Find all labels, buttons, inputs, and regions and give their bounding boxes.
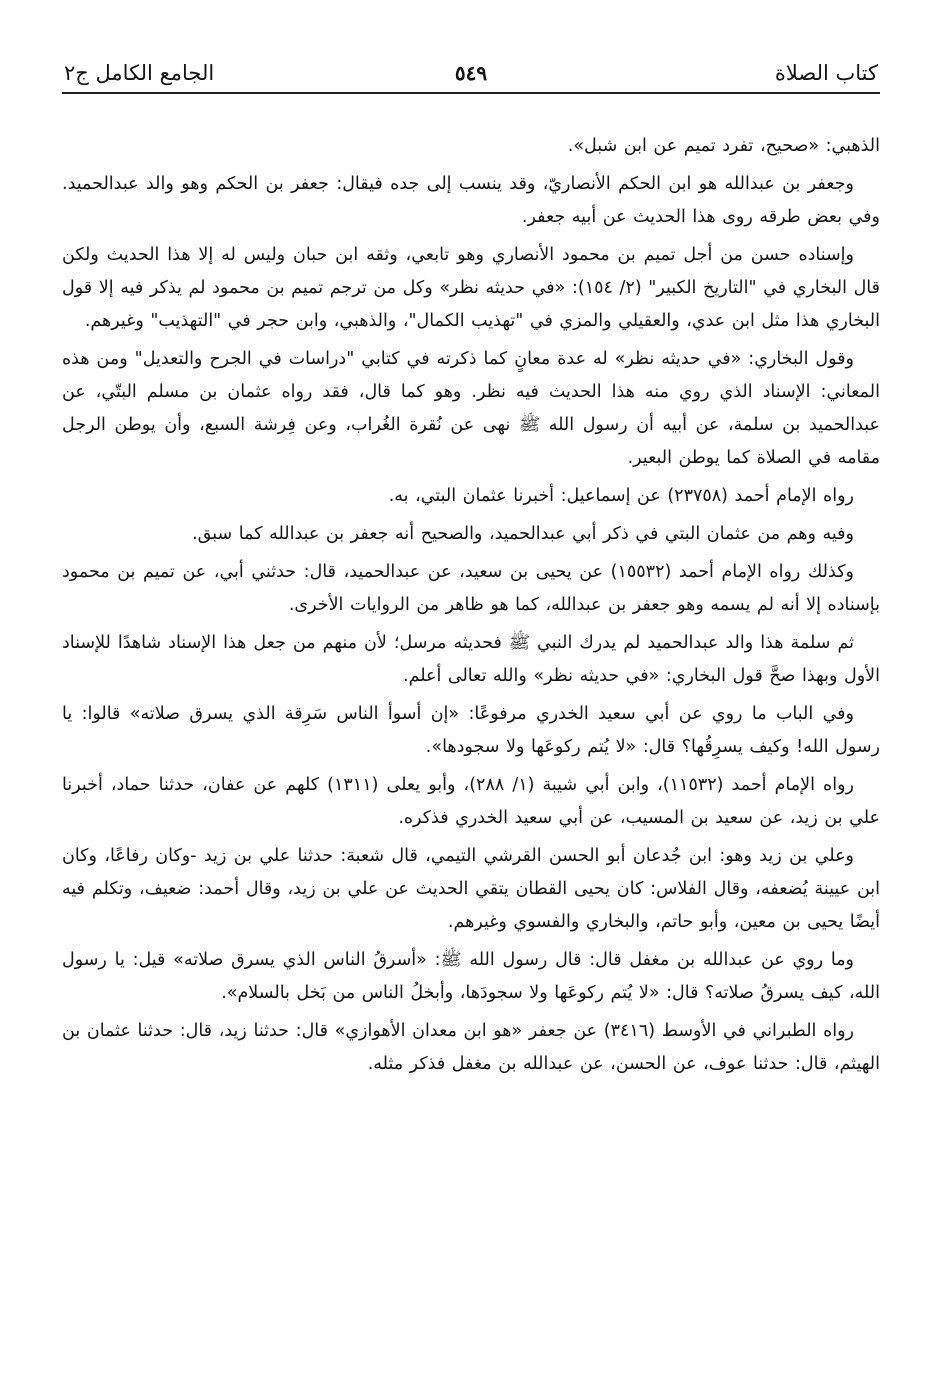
header-rule xyxy=(62,92,880,94)
paragraph: وفيه وهم من عثمان البتي في ذكر أبي عبدالحميد، والصحيح أنه جعفر بن عبدالله كما سبق. xyxy=(192,524,854,544)
book-title: الجامع الكامل ج٢ xyxy=(64,61,215,85)
paragraph: رواه الطبراني في الأوسط (٣٤١٦) عن جعفر «هو ابن معدان الأهوازي» قال: حدثنا زيد، قال: حدثنا عثمان بن الهيثم، قال: حدثنا عوف، عن الحسن، عن عبدالله بن مغفل فذكر مثله. xyxy=(62,1021,880,1074)
paragraph: وكذلك رواه الإمام أحمد (١٥٥٣٢) عن يحيى بن سعيد، عن عبدالحميد، قال: حدثني أبي، عن تميم بن محمود بإسناده إلا أنه لم يسمه وهو جعفر بن عبدالله، كما هو ظاهر من الروايات الأخرى. xyxy=(62,562,880,615)
paragraph: رواه الإمام أحمد (٢٣٧٥٨) عن إسماعيل: أخبرنا عثمان البتي، به. xyxy=(388,486,854,506)
paragraph: وقول البخاري: «في حديثه نظر» له عدة معانٍ كما ذكرته في كتابي "دراسات في الجرح والتعديل" ومن هذه المعاني: الإسناد الذي روي منه هذا الحديث فيه نظر. وهو كما قال، فقد رواه عثمان بن مسلم البتّي، عن عبدالحميد بن سلمة، عن أبيه أن رسول الله ﷺ نهى عن نُقرة الغُراب، وعن فِرشة السبع، وأن يوطن الرجل مقامه في الصلاة كما يوطن البعير. xyxy=(62,349,880,468)
paragraph: وجعفر بن عبدالله هو ابن الحكم الأنصاريّ، وقد ينسب إلى جده فيقال: جعفر بن الحكم وهو والد عبدالحميد. وفي بعض طرقه روى هذا الحديث عن أبيه جعفر. xyxy=(62,174,880,227)
running-header xyxy=(62,52,880,96)
paragraph: الذهبي: «صحيح، تفرد تميم عن ابن شبل». xyxy=(567,136,880,156)
paragraph: رواه الإمام أحمد (١١٥٣٢)، وابن أبي شيبة (١/ ٢٨٨)، وأبو يعلى (١٣١١) كلهم عن عفان، حدثنا حماد، أخبرنا علي بن زيد، عن سعيد بن المسيب، عن أبي سعيد الخدري فذكره. xyxy=(62,775,880,828)
body-text xyxy=(62,130,880,1081)
page-number: ٥٤٩ xyxy=(454,61,488,85)
section-title: كتاب الصلاة xyxy=(774,61,878,85)
paragraph: وعلي بن زيد وهو: ابن جُدعان أبو الحسن القرشي التيمي، قال شعبة: حدثنا علي بن زيد -وكان رفاعًا، وكان ابن عيينة يُضعفه، وقال الفلاس: كان يحيى القطان يتقي الحديث عن علي بن زيد، وقال أحمد: ضعيف، وتكلم فيه أيضًا يحيى بن معين، وأبو حاتم، والبخاري والفسوي وغيرهم. xyxy=(62,846,880,932)
book-page xyxy=(62,52,880,1352)
paragraph: وفي الباب ما روي عن أبي سعيد الخدري مرفوعًا: «إن أسوأ الناس سَرِقة الذي يسرق صلاته» قالوا: يا رسول الله! وكيف يسرِقُها؟ قال: «لا يُتم ركوعَها ولا سجودها». xyxy=(62,704,880,757)
paragraph: وإسناده حسن من أجل تميم بن محمود الأنصاري وهو تابعي، وثقه ابن حبان وليس له إلا هذا الحديث ولكن قال البخاري في "التاريخ الكبير" (٢/ ١٥٤): «في حديثه نظر» وكل من ترجم تميم بن محمود لم يذكر فيه إلا قول البخاري هذا مثل ابن عدي، والعقيلي والمزي في "تهذيب الكمال"، والذهبي، وابن حجر في "التهذيب" وغيرهم. xyxy=(62,245,881,331)
paragraph: وما روي عن عبدالله بن مغفل قال: قال رسول الله ﷺ: «أسرقُ الناس الذي يسرق صلاته» قيل: يا رسول الله، كيف يسرقُ صلاته؟ قال: «لا يُتم ركوعَها ولا سجودَها، وأبخلُ الناس من بَخل بالسلام». xyxy=(62,950,880,1003)
paragraph: ثم سلمة هذا والد عبدالحميد لم يدرك النبي ﷺ فحديثه مرسل؛ لأن منهم من جعل هذا الإسناد شاهدًا للإسناد الأول وبهذا صحَّ قول البخاري: «في حديثه نظر» والله تعالى أعلم. xyxy=(62,633,880,686)
